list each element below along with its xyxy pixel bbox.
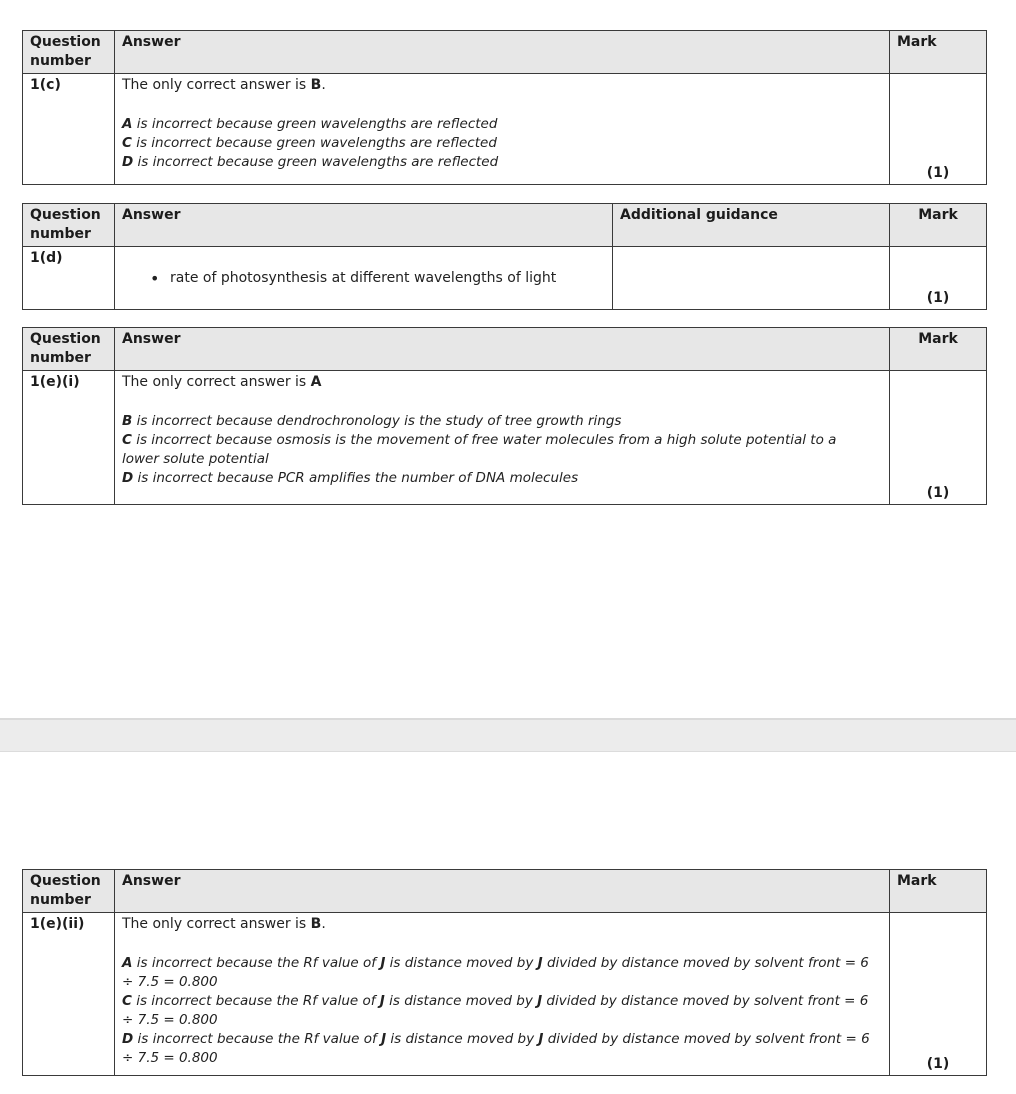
distractor-line: D is incorrect because green wavelengths are reflected (122, 154, 499, 170)
distractor-line: B is incorrect because dendrochronology is the study of tree growth rings (122, 413, 622, 429)
question-number: 1(d) (23, 247, 115, 310)
answer-bullet: • rate of photosynthesis at different wavelengths of light (122, 269, 605, 288)
mark-value: (1) (926, 485, 950, 501)
mark-value: (1) (926, 290, 950, 306)
markscheme-table-1d (22, 203, 987, 310)
page-break-divider (0, 718, 1016, 752)
mark-cell (890, 371, 987, 505)
distractor-line: D is incorrect because PCR amplifies the number of DNA molecules (122, 470, 579, 486)
distractor-line: C is incorrect because osmosis is the movement of free water molecules from a high solute potential to a lower solute potential (122, 432, 837, 467)
distractor-line: A is incorrect because green wavelengths are reflected (122, 116, 498, 132)
mark-cell (890, 247, 987, 310)
header-answer: Answer (115, 31, 890, 74)
answer-cell (115, 247, 613, 310)
mark-cell (890, 913, 987, 1076)
header-question-number: Question number (23, 204, 115, 247)
header-answer: Answer (115, 870, 890, 913)
answer-cell (115, 74, 890, 185)
answer-cell (115, 371, 890, 505)
header-answer: Answer (115, 204, 613, 247)
mark-value: (1) (926, 165, 950, 181)
additional-guidance-cell (613, 247, 890, 310)
answer-cell (115, 913, 890, 1076)
header-mark: Mark (890, 31, 987, 74)
distractor-line: C is incorrect because green wavelengths are reflected (122, 135, 497, 151)
header-answer: Answer (115, 328, 890, 371)
question-number: 1(c) (23, 74, 115, 185)
markscheme-table-1c (22, 30, 987, 185)
header-question-number: Question number (23, 870, 115, 913)
markscheme-table-1ei (22, 327, 987, 505)
header-additional-guidance: Additional guidance (613, 204, 890, 247)
correct-answer-statement: The only correct answer is B. (122, 77, 326, 93)
header-mark: Mark (890, 328, 987, 371)
question-number: 1(e)(ii) (23, 913, 115, 1076)
distractor-line: D is incorrect because the Rf value of J is distance moved by J divided by distance moved by solvent front = 6 ÷ 7.5 = 0.800 (122, 1031, 870, 1066)
header-question-number: Question number (23, 328, 115, 371)
mark-value: (1) (926, 1056, 950, 1072)
mark-cell (890, 74, 987, 185)
distractor-line: A is incorrect because the Rf value of J is distance moved by J divided by distance moved by solvent front = 6 ÷ 7.5 = 0.800 (122, 955, 869, 990)
correct-answer-statement: The only correct answer is A (122, 374, 322, 390)
header-mark: Mark (890, 204, 987, 247)
header-mark: Mark (890, 870, 987, 913)
correct-answer-statement: The only correct answer is B. (122, 916, 326, 932)
question-number: 1(e)(i) (23, 371, 115, 505)
markscheme-table-1eii (22, 869, 987, 1076)
distractor-line: C is incorrect because the Rf value of J is distance moved by J divided by distance moved by solvent front = 6 ÷ 7.5 = 0.800 (122, 993, 869, 1028)
header-question-number: Question number (23, 31, 115, 74)
